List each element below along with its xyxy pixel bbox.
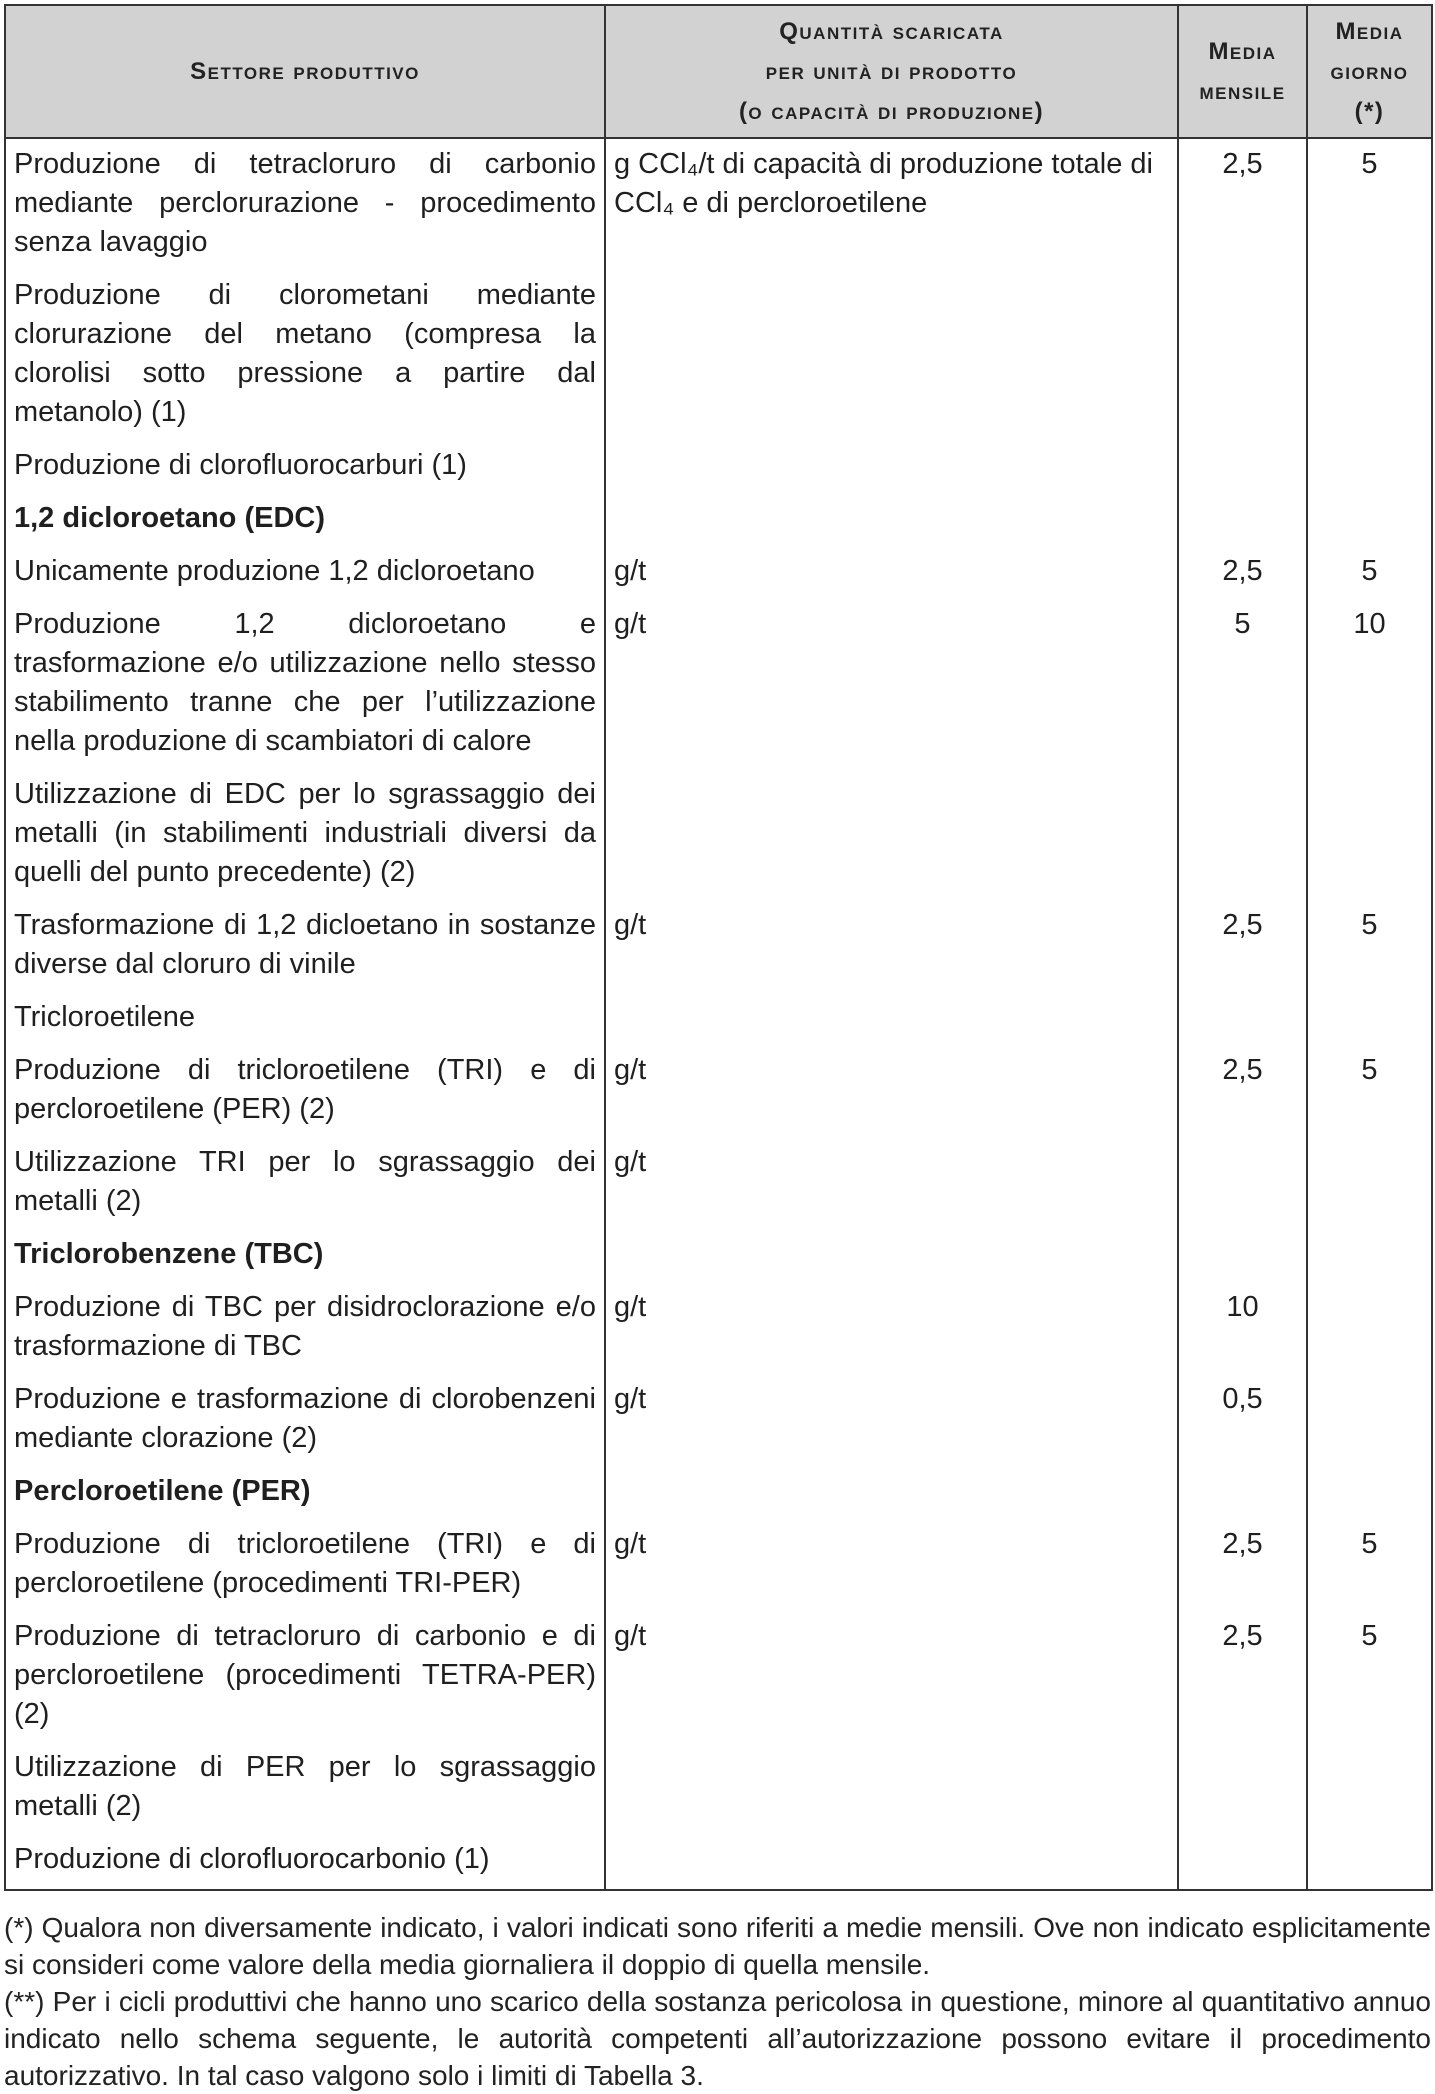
quantity-cell: g/t: [614, 1528, 647, 1560]
table-row: [5, 1380, 1432, 1472]
header-sector: [5, 5, 605, 138]
monthly-cell: 2,5: [1222, 1620, 1263, 1652]
quantity-cell: g/t: [614, 608, 647, 640]
sector-cell: Produzione di clorofluorocarburi (1): [14, 449, 467, 481]
quantity-cell: g/t: [614, 1620, 647, 1652]
daily-cell: 5: [1361, 148, 1378, 180]
header-monthly: [1178, 5, 1307, 138]
sector-cell: Produzione di tricloroetilene (TRI) e di percloroetilene (PER) (2): [14, 1054, 596, 1125]
sector-cell: Produzione di tetracloruro di carbonio mediante perclorurazione - procedimento senza lavaggio: [14, 148, 596, 258]
table-row: [5, 605, 1432, 775]
table-row: [5, 1235, 1432, 1288]
table-row: [5, 1472, 1432, 1525]
table-row: [5, 1840, 1432, 1890]
header-quantity: [605, 5, 1178, 138]
monthly-cell: 0,5: [1222, 1383, 1263, 1415]
quantity-cell: g/t: [614, 1146, 647, 1178]
monthly-cell: 2,5: [1222, 1528, 1263, 1560]
table-row: [5, 998, 1432, 1051]
daily-cell: 5: [1361, 1054, 1378, 1086]
daily-cell: 5: [1361, 1528, 1378, 1560]
daily-cell: [1316, 1840, 1423, 1850]
sector-cell: Produzione di tricloroetilene (TRI) e di percloroetilene (procedimenti TRI-PER): [14, 1528, 596, 1599]
daily-cell: 5: [1361, 1620, 1378, 1652]
sector-cell: Produzione di TBC per disidroclorazione e/o trasformazione di TBC: [14, 1291, 596, 1362]
table-row: [5, 1051, 1432, 1143]
header-daily-line3: (*): [1354, 97, 1385, 125]
header-daily-line2: giorno: [1330, 57, 1409, 85]
sector-cell: Produzione di tetracloruro di carbonio e di percloroetilene (procedimenti TETRA-PER) (2): [14, 1620, 596, 1730]
sector-cell: Produzione di clorometani mediante clorurazione del metano (compresa la clorolisi sotto pressione a partire dal metanolo) (1): [14, 279, 596, 428]
footnote-single-asterisk: (*) Qualora non diversamente indicato, i valori indicati sono riferiti a medie mensili. Ove non indicato esplicitamente si consideri come valore della media giornaliera il doppio di quella mensile.: [4, 1912, 1431, 1980]
monthly-cell: 2,5: [1222, 1054, 1263, 1086]
table-row: [5, 1143, 1432, 1235]
header-monthly-line2: mensile: [1199, 77, 1286, 105]
sector-cell: Utilizzazione di EDC per lo sgrassaggio dei metalli (in stabilimenti industriali diversi da quelli del punto precedente) (2): [14, 778, 596, 888]
table-row: [5, 1288, 1432, 1380]
monthly-cell: 10: [1226, 1291, 1259, 1323]
quantity-cell: [614, 1840, 1169, 1850]
header-quantity-line3: (o capacità di produzione): [738, 97, 1045, 125]
table-row: [5, 138, 1432, 276]
section-heading-tbc: Triclorobenzene (TBC): [14, 1238, 324, 1270]
quantity-cell: g/t: [614, 909, 647, 941]
daily-cell: 5: [1361, 909, 1378, 941]
table-row: [5, 499, 1432, 552]
footnote-double-asterisk: (**) Per i cicli produttivi che hanno uno scarico della sostanza pericolosa in questione, minore al quantitativo annuo indicato nello schema seguente, le autorità competenti all’autorizzazione possono evitare il procedimento autorizzativo. In tal caso valgono solo i limiti di Tabella 3.: [4, 1986, 1431, 2091]
quantity-cell: g CCl₄/t di capacità di produzione totale di CCl₄ e di percloroetilene: [614, 148, 1153, 219]
table-row: [5, 552, 1432, 605]
sector-cell: Produzione e trasformazione di clorobenzeni mediante clorazione (2): [14, 1383, 596, 1454]
sector-cell: Unicamente produzione 1,2 dicloroetano: [14, 555, 535, 587]
monthly-cell: [1187, 1840, 1298, 1850]
table-row: [5, 1617, 1432, 1748]
header-monthly-line1: Media: [1208, 37, 1277, 65]
quantity-cell: g/t: [614, 1291, 647, 1323]
header-quantity-line2: per unità di prodotto: [765, 57, 1018, 85]
document-page: [4, 4, 1431, 2094]
table-row: [5, 276, 1432, 446]
monthly-cell: 2,5: [1222, 148, 1263, 180]
footnotes: [4, 1909, 1431, 2094]
daily-cell: 5: [1361, 555, 1378, 587]
monthly-cell: 5: [1234, 608, 1251, 640]
header-daily-line1: Media: [1335, 17, 1404, 45]
header-sector-label: Settore produttivo: [190, 57, 420, 85]
header-quantity-line1: Quantità scaricata: [779, 17, 1004, 45]
table-row: [5, 906, 1432, 998]
table-row: [5, 446, 1432, 499]
quantity-cell: g/t: [614, 555, 647, 587]
sector-cell: Utilizzazione di PER per lo sgrassaggio metalli (2): [14, 1751, 596, 1822]
monthly-cell: 2,5: [1222, 909, 1263, 941]
table-header-row: [5, 5, 1432, 138]
table-row: [5, 775, 1432, 906]
sector-cell: Trasformazione di 1,2 dicloetano in sostanze diverse dal cloruro di vinile: [14, 909, 596, 980]
quantity-cell: g/t: [614, 1383, 647, 1415]
discharge-limits-table: [4, 4, 1433, 1891]
section-heading-edc: 1,2 dicloroetano (EDC): [14, 502, 325, 534]
sector-cell: Utilizzazione TRI per lo sgrassaggio dei metalli (2): [14, 1146, 596, 1217]
sector-cell: Produzione di clorofluorocarbonio (1): [14, 1843, 490, 1875]
table-row: [5, 1748, 1432, 1840]
section-heading-tricloroetilene: Tricloroetilene: [14, 1001, 196, 1033]
sector-cell: Produzione 1,2 dicloroetano e trasformazione e/o utilizzazione nello stesso stabilimento tranne che per l’utilizzazione nella produzione di scambiatori di calore: [14, 608, 596, 757]
monthly-cell: 2,5: [1222, 555, 1263, 587]
daily-cell: 10: [1353, 608, 1386, 640]
quantity-cell: g/t: [614, 1054, 647, 1086]
section-heading-per: Percloroetilene (PER): [14, 1475, 311, 1507]
header-daily: [1307, 5, 1432, 138]
table-row: [5, 1525, 1432, 1617]
